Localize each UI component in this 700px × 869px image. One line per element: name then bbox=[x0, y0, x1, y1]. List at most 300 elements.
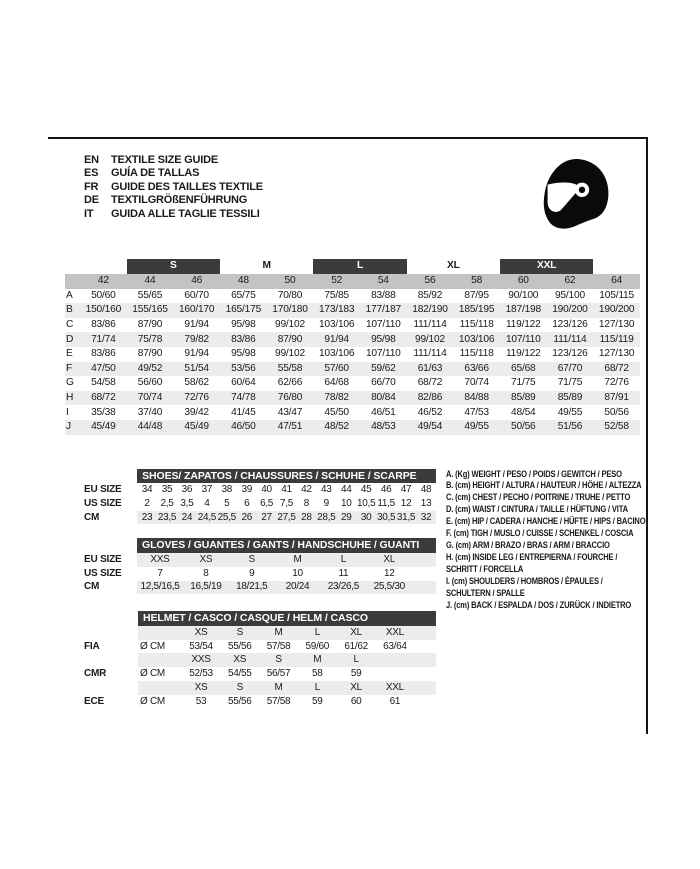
measurement-cell: 173/183 bbox=[313, 303, 360, 318]
gloves-size-table bbox=[84, 538, 436, 594]
band-spacer-cell bbox=[593, 259, 640, 274]
helmet-body bbox=[84, 611, 436, 708]
measurement-cell: 107/110 bbox=[365, 348, 401, 360]
measurement-cell: 165/175 bbox=[220, 303, 267, 318]
legend-item bbox=[446, 552, 646, 576]
gloves-value-cell: XL bbox=[366, 553, 412, 567]
measurement-cell: 91/94 bbox=[184, 348, 209, 360]
language-list bbox=[84, 154, 263, 221]
measurement-cell: 107/110 bbox=[500, 332, 547, 347]
eu-sizes-row bbox=[65, 274, 640, 289]
measurement-cell: 48/54 bbox=[511, 406, 536, 418]
measurement-cell: 99/102 bbox=[275, 318, 305, 330]
shoes-value-cell: 47 bbox=[400, 483, 412, 495]
textile-size-table bbox=[65, 259, 640, 435]
eu-size-cell: 46 bbox=[173, 274, 220, 289]
shoes-row-label: EU SIZE bbox=[84, 483, 137, 497]
helmet-size-table bbox=[84, 611, 436, 708]
measurement-cell: 65/75 bbox=[231, 289, 256, 301]
size-band-m: M bbox=[262, 260, 271, 272]
measurement-cell: 170/180 bbox=[267, 303, 314, 318]
shoes-value-cell: 4 bbox=[204, 497, 210, 509]
measurement-cell: 45/50 bbox=[324, 406, 349, 418]
measurement-cell: 119/122 bbox=[505, 348, 541, 360]
gloves-value-cell: 12,5/16,5 bbox=[137, 581, 183, 595]
measurement-cell: 67/70 bbox=[547, 362, 594, 377]
shoes-value-cell: 6,5 bbox=[260, 497, 274, 509]
row-letter: F bbox=[65, 362, 80, 377]
measurement-cell: 68/72 bbox=[417, 377, 443, 389]
helmet-values-row-fia bbox=[84, 640, 436, 654]
legend-line: J. (cm) BACK / ESPALDA / DOS / ZURÜCK / INDIETRO bbox=[446, 599, 632, 610]
measurement-cell: 58/62 bbox=[184, 377, 209, 389]
shoes-value-cell: 24 bbox=[177, 511, 197, 525]
language-title: TEXTILE SIZE GUIDE bbox=[111, 154, 219, 166]
helmet-value-cell: 55/56 bbox=[228, 640, 252, 652]
measurement-cell: 91/94 bbox=[313, 332, 360, 347]
helmet-value-cell: 53/54 bbox=[189, 640, 213, 652]
legend-item bbox=[446, 528, 646, 540]
shoes-value-cell: 10,5 bbox=[356, 497, 376, 509]
measurement-row-i bbox=[65, 405, 640, 420]
shoes-value-cell: 2,5 bbox=[160, 497, 174, 509]
measurement-cell: 71/75 bbox=[511, 377, 536, 389]
helmet-size-cell: XXL bbox=[375, 681, 414, 695]
measurement-cell: 85/89 bbox=[547, 391, 594, 406]
measurement-cell: 51/56 bbox=[547, 420, 594, 435]
helmet-value-cell: 58 bbox=[312, 668, 323, 680]
gloves-value-cell: XS bbox=[183, 553, 229, 567]
measurement-cell: 59/62 bbox=[360, 362, 407, 377]
gloves-value-cell: 9 bbox=[249, 567, 255, 579]
measurement-cell: 90/100 bbox=[508, 289, 539, 301]
shoes-value-cell: 48 bbox=[420, 483, 432, 495]
shoes-title: SHOES/ ZAPATOS / CHAUSSURES / SCHUHE / SCARPE bbox=[137, 469, 436, 484]
measurement-cell: 80/84 bbox=[360, 391, 407, 406]
measurement-cell: 99/102 bbox=[275, 348, 305, 360]
shoes-header-row bbox=[84, 469, 436, 484]
shoes-value-cell: 30 bbox=[356, 511, 376, 525]
filler-cell bbox=[414, 640, 436, 654]
shoes-row bbox=[84, 511, 436, 525]
content-frame bbox=[48, 137, 648, 734]
shoes-row bbox=[84, 483, 436, 497]
shoes-value-cell: 42 bbox=[301, 483, 312, 495]
measurement-cell: 43/47 bbox=[277, 406, 303, 418]
measurement-cell: 95/100 bbox=[554, 289, 585, 301]
helmet-value-cell: 53 bbox=[195, 695, 207, 707]
shoes-value-cell: 2 bbox=[144, 497, 150, 509]
measurement-cell: 127/130 bbox=[598, 318, 635, 330]
measurement-cell: 56/60 bbox=[137, 377, 163, 389]
shoes-value-cell: 28 bbox=[296, 511, 316, 525]
helmet-header-row bbox=[84, 611, 436, 626]
gloves-value-cell: 25,5/30 bbox=[366, 581, 412, 595]
filler-cell bbox=[414, 653, 436, 667]
measurement-cell: 48/52 bbox=[313, 420, 360, 435]
helmet-size-cell: XXS bbox=[182, 653, 221, 667]
helmet-size-cell: M bbox=[259, 681, 298, 695]
row-letter: G bbox=[66, 377, 74, 389]
shoes-value-cell: 6 bbox=[244, 497, 250, 509]
language-row bbox=[84, 208, 263, 221]
helmet-unit-label: Ø CM bbox=[140, 640, 165, 652]
helmet-size-cell: L bbox=[298, 681, 337, 695]
helmet-value-cell bbox=[375, 667, 414, 681]
size-band-s: S bbox=[127, 259, 220, 274]
measurement-cell: 87/95 bbox=[464, 289, 489, 301]
sizes-spacer-cell bbox=[65, 274, 80, 289]
measurement-cell: 83/86 bbox=[91, 318, 116, 330]
shoes-value-cell: 27 bbox=[257, 511, 277, 525]
language-row bbox=[84, 194, 263, 207]
size-band-xxl: XXL bbox=[500, 259, 593, 274]
language-code: FR bbox=[84, 180, 99, 193]
measurement-cell: 115/118 bbox=[459, 318, 494, 330]
shoes-value-cell: 23 bbox=[137, 511, 157, 525]
legend-line: B. (cm) HEIGHT / ALTURA / HAUTEUR / HÖHE / ALTEZZA bbox=[446, 480, 642, 491]
legend-line: SCHULTERN / SPALLE bbox=[446, 587, 525, 598]
helmet-standard-label: ECE bbox=[84, 695, 138, 709]
language-code: EN bbox=[84, 154, 99, 166]
band-spacer-cell bbox=[80, 259, 127, 274]
helmet-size-cell: L bbox=[298, 626, 337, 640]
shoes-value-cell: 32 bbox=[416, 511, 436, 525]
measurement-cell: 85/89 bbox=[500, 391, 547, 406]
helmet-value-cell: 52/53 bbox=[189, 668, 213, 680]
gloves-row bbox=[84, 553, 436, 567]
shoes-value-cell: 35 bbox=[161, 483, 173, 495]
measurement-cell: 50/56 bbox=[500, 420, 547, 435]
shoes-value-cell: 26 bbox=[237, 511, 257, 525]
measurement-cell: 45/49 bbox=[173, 420, 220, 435]
measurement-cell: 187/198 bbox=[500, 303, 547, 318]
measurement-row-b bbox=[65, 303, 640, 318]
helmet-size-cell: M bbox=[298, 653, 337, 667]
language-title: TEXTILGRÖßENFÜHRUNG bbox=[111, 194, 248, 207]
measurement-cell: 46/50 bbox=[220, 420, 267, 435]
legend-line: I. (cm) SHOULDERS / HOMBROS / ÉPAULES / bbox=[446, 575, 603, 586]
gloves-value-cell: L bbox=[320, 553, 366, 567]
measurement-cell: 55/65 bbox=[137, 289, 163, 301]
mini-tables-column bbox=[48, 469, 436, 709]
measurement-legend bbox=[446, 469, 646, 709]
shoes-value-cell: 8 bbox=[303, 497, 310, 509]
measurement-row-a bbox=[65, 289, 640, 304]
eu-size-cell: 54 bbox=[360, 274, 407, 289]
header-spacer-cell bbox=[84, 469, 137, 484]
shoes-value-cell: 12 bbox=[400, 497, 412, 509]
measurement-cell: 72/76 bbox=[604, 377, 629, 389]
measurement-cell: 103/106 bbox=[318, 318, 355, 330]
filler-cell bbox=[414, 681, 436, 695]
sizes-unit-spacer bbox=[138, 653, 182, 667]
size-table-body bbox=[65, 259, 640, 435]
shoes-value-cell: 44 bbox=[340, 483, 352, 495]
measurement-cell: 52/58 bbox=[593, 420, 640, 435]
language-row bbox=[84, 167, 263, 180]
sizes-spacer-cell bbox=[84, 681, 138, 695]
measurement-cell: 115/118 bbox=[459, 348, 494, 360]
eu-size-cell: 56 bbox=[407, 274, 454, 289]
helmet-value-cell: 60 bbox=[350, 695, 362, 707]
filler-cell bbox=[412, 553, 436, 567]
measurement-row-h bbox=[65, 391, 640, 406]
shoes-value-cell: 9 bbox=[323, 497, 329, 509]
shoes-value-cell: 11,5 bbox=[377, 497, 395, 509]
measurement-cell: 37/40 bbox=[137, 406, 163, 418]
gloves-title: GLOVES / GUANTES / GANTS / HANDSCHUHE / GUANTI bbox=[137, 538, 436, 553]
gloves-value-cell: 20/24 bbox=[275, 581, 321, 595]
eu-size-cell: 44 bbox=[127, 274, 174, 289]
language-code: ES bbox=[84, 167, 99, 180]
row-letter: I bbox=[66, 406, 69, 418]
shoes-row bbox=[84, 497, 436, 511]
measurement-cell: 107/110 bbox=[365, 318, 401, 330]
legend-item bbox=[446, 540, 646, 552]
helmet-size-cell: XXL bbox=[375, 626, 414, 640]
row-letter: D bbox=[65, 332, 80, 347]
helmet-value-cell: 55/56 bbox=[228, 695, 252, 707]
measurement-row-c bbox=[65, 318, 640, 333]
shoes-value-cell: 31,5 bbox=[396, 511, 416, 523]
measurement-cell: 190/200 bbox=[547, 303, 594, 318]
measurement-cell: 177/187 bbox=[360, 303, 407, 318]
measurement-cell: 103/106 bbox=[318, 348, 355, 360]
helmet-value-cell: 57/58 bbox=[266, 640, 291, 652]
filler-cell bbox=[414, 626, 436, 640]
measurement-cell: 70/74 bbox=[464, 377, 489, 389]
measurement-cell: 111/114 bbox=[413, 318, 447, 330]
helmet-value-cell: 59/60 bbox=[305, 640, 330, 652]
shoes-value-cell: 41 bbox=[281, 483, 292, 495]
helmet-size-cell: S bbox=[220, 681, 259, 695]
helmet-sizes-row-ece bbox=[84, 681, 436, 695]
measurement-cell: 76/80 bbox=[267, 391, 314, 406]
legend-line: A. (Kg) WEIGHT / PESO / POIDS / GEWITCH / PESO bbox=[446, 468, 622, 479]
legend-line: D. (cm) WAIST / CINTURA / TAILLE / HÜFTUNG / VITA bbox=[446, 504, 628, 515]
measurement-cell: 155/165 bbox=[127, 303, 174, 318]
measurement-cell: 95/98 bbox=[231, 348, 256, 360]
measurement-cell: 160/170 bbox=[173, 303, 220, 318]
size-band-l: L bbox=[313, 259, 406, 274]
language-code: IT bbox=[84, 207, 94, 220]
measurement-cell: 79/82 bbox=[173, 332, 220, 347]
shoes-value-cell: 29 bbox=[336, 511, 356, 525]
measurement-cell: 46/52 bbox=[417, 406, 443, 418]
measurement-cell: 123/126 bbox=[552, 348, 588, 360]
filler-cell bbox=[414, 695, 436, 709]
helmet-size-cell: XL bbox=[337, 626, 376, 640]
gloves-value-cell: XXS bbox=[137, 553, 183, 567]
helmet-standard-label: CMR bbox=[84, 667, 138, 681]
measurement-cell: 99/102 bbox=[407, 332, 454, 347]
measurement-cell: 57/60 bbox=[313, 362, 360, 377]
measurement-cell: 60/64 bbox=[231, 377, 256, 389]
shoes-size-table bbox=[84, 469, 436, 525]
helmet-value-cell: 61/62 bbox=[344, 640, 368, 652]
legend-line: F. (cm) TIGH / MUSLO / CUISSE / SCHENKEL / COSCIA bbox=[446, 528, 634, 539]
measurement-cell: 44/48 bbox=[127, 420, 174, 435]
eu-size-cell: 52 bbox=[313, 274, 360, 289]
language-title: GUÍA DE TALLAS bbox=[111, 167, 200, 180]
measurement-cell: 47/53 bbox=[464, 406, 489, 418]
helmet-value-cell: 56/57 bbox=[266, 668, 291, 680]
measurement-cell: 55/58 bbox=[267, 362, 314, 377]
gloves-value-cell: M bbox=[275, 553, 321, 567]
legend-line: C. (cm) CHEST / PECHO / POITRINE / TRUHE / PETTO bbox=[446, 492, 631, 503]
measurement-cell: 51/54 bbox=[173, 362, 220, 377]
measurement-cell: 87/90 bbox=[267, 332, 314, 347]
measurement-row-e bbox=[65, 347, 640, 362]
row-letter: J bbox=[65, 420, 80, 435]
measurement-cell: 91/94 bbox=[184, 318, 209, 330]
measurement-cell: 64/68 bbox=[324, 377, 349, 389]
measurement-cell: 65/68 bbox=[500, 362, 547, 377]
shoes-value-cell: 37 bbox=[201, 483, 213, 495]
helmet-standard-label: FIA bbox=[84, 640, 138, 654]
helmet-values-row-cmr bbox=[84, 667, 436, 681]
row-letter: H bbox=[65, 391, 80, 406]
measurement-cell: 84/88 bbox=[453, 391, 500, 406]
eu-size-cell: 48 bbox=[220, 274, 267, 289]
measurement-cell: 87/90 bbox=[137, 348, 163, 360]
row-letter: C bbox=[66, 318, 74, 330]
measurement-cell: 75/85 bbox=[324, 289, 349, 301]
gloves-value-cell: S bbox=[229, 553, 275, 567]
eu-size-cell: 64 bbox=[593, 274, 640, 289]
shoes-value-cell: 27,5 bbox=[277, 511, 296, 523]
helmet-sizes-row-fia bbox=[84, 626, 436, 640]
measurement-cell: 78/82 bbox=[313, 391, 360, 406]
measurement-cell: 123/126 bbox=[552, 318, 588, 330]
sizes-spacer-cell bbox=[84, 626, 138, 640]
sizes-unit-spacer bbox=[138, 626, 182, 640]
shoes-value-cell: 24,5 bbox=[197, 511, 216, 523]
shoes-value-cell: 45 bbox=[360, 483, 372, 495]
measurement-cell: 72/76 bbox=[173, 391, 220, 406]
filler-cell bbox=[412, 581, 436, 595]
measurement-cell: 47/51 bbox=[267, 420, 314, 435]
shoes-value-cell: 43 bbox=[321, 483, 332, 495]
helmet-size-cell: XL bbox=[337, 681, 376, 695]
measurement-cell: 185/195 bbox=[453, 303, 500, 318]
size-band-row bbox=[65, 259, 640, 274]
measurement-cell: 87/90 bbox=[137, 318, 163, 330]
measurement-cell: 47/50 bbox=[80, 362, 127, 377]
shoes-value-cell: 38 bbox=[221, 483, 233, 495]
legend-line: SCHRITT / FORCELLA bbox=[446, 563, 524, 574]
gloves-value-cell: 18/21,5 bbox=[229, 581, 275, 595]
gloves-value-cell: 8 bbox=[203, 567, 209, 579]
shoes-row-label: US SIZE bbox=[84, 497, 137, 511]
helmet-size-cell: M bbox=[259, 626, 298, 640]
measurement-cell: 49/55 bbox=[557, 406, 583, 418]
helmet-unit-label: Ø CM bbox=[140, 695, 165, 707]
language-row bbox=[84, 181, 263, 194]
helmet-size-cell: S bbox=[220, 626, 259, 640]
helmet-sizes-row-cmr bbox=[84, 653, 436, 667]
shoes-value-cell: 13 bbox=[420, 497, 432, 509]
helmet-value-cell: 63/64 bbox=[383, 640, 407, 652]
measurement-cell: 49/54 bbox=[407, 420, 454, 435]
measurement-cell: 50/60 bbox=[91, 289, 116, 301]
legend-item bbox=[446, 516, 646, 528]
spacer bbox=[48, 524, 436, 538]
measurement-cell: 68/72 bbox=[80, 391, 127, 406]
language-title: GUIDE DES TAILLES TEXTILE bbox=[111, 180, 263, 193]
shoes-value-cell: 30,5 bbox=[376, 511, 396, 523]
shoes-value-cell: 40 bbox=[261, 483, 272, 495]
measurement-cell: 82/86 bbox=[407, 391, 454, 406]
filler-cell bbox=[414, 667, 436, 681]
measurement-cell: 49/55 bbox=[453, 420, 500, 435]
legend-item bbox=[446, 480, 646, 492]
measurement-cell: 63/66 bbox=[453, 362, 500, 377]
measurement-cell: 105/115 bbox=[599, 289, 634, 301]
shoes-value-cell: 34 bbox=[141, 483, 153, 495]
measurement-cell: 71/74 bbox=[80, 332, 127, 347]
gloves-row bbox=[84, 581, 436, 595]
helmet-values-row-ece bbox=[84, 695, 436, 709]
eu-size-cell: 62 bbox=[547, 274, 594, 289]
measurement-cell: 41/45 bbox=[231, 406, 256, 418]
measurement-row-j bbox=[65, 420, 640, 435]
shoes-value-cell: 46 bbox=[380, 483, 392, 495]
gloves-value-cell: 16,5/19 bbox=[183, 581, 229, 595]
measurement-cell: 68/72 bbox=[593, 362, 640, 377]
filler-cell bbox=[412, 567, 436, 581]
gloves-row bbox=[84, 567, 436, 581]
measurement-cell: 39/42 bbox=[184, 406, 209, 418]
legend-item bbox=[446, 504, 646, 516]
measurement-cell: 35/38 bbox=[91, 406, 116, 418]
legend-item bbox=[446, 600, 646, 612]
measurement-row-f bbox=[65, 362, 640, 377]
shoes-value-cell: 36 bbox=[181, 483, 193, 495]
measurement-cell: 150/160 bbox=[80, 303, 127, 318]
helmet-size-cell: XS bbox=[220, 653, 259, 667]
eu-size-cell: 50 bbox=[267, 274, 314, 289]
measurement-cell: 182/190 bbox=[407, 303, 454, 318]
helmet-value-cell: 57/58 bbox=[266, 695, 291, 707]
bottom-section bbox=[48, 469, 646, 709]
measurement-cell: 66/70 bbox=[371, 377, 396, 389]
measurement-cell: 95/98 bbox=[231, 318, 256, 330]
gloves-value-cell: 11 bbox=[338, 567, 349, 579]
size-band-xl: XL bbox=[446, 260, 460, 272]
measurement-cell: 75/78 bbox=[127, 332, 174, 347]
measurement-cell: 60/70 bbox=[184, 289, 209, 301]
legend-item bbox=[446, 469, 646, 481]
legend-item bbox=[446, 576, 646, 600]
measurement-cell: 111/114 bbox=[547, 332, 594, 347]
measurement-cell: 83/88 bbox=[371, 289, 396, 301]
measurement-cell: 74/78 bbox=[220, 391, 267, 406]
measurement-cell: 119/122 bbox=[505, 318, 541, 330]
header-spacer-cell bbox=[84, 611, 138, 626]
row-letter: B bbox=[65, 303, 80, 318]
shoes-value-cell: 25,5 bbox=[217, 511, 236, 523]
helmet-value-cell: 59 bbox=[350, 668, 362, 680]
gloves-value-cell: 23/26,5 bbox=[320, 581, 366, 595]
helmet-size-cell: XS bbox=[182, 626, 221, 640]
helmet-value-cell: 61 bbox=[389, 695, 401, 707]
gloves-header-row bbox=[84, 538, 436, 553]
gloves-value-cell: 12 bbox=[383, 567, 395, 579]
language-title: GUIDA ALLE TAGLIE TESSILI bbox=[111, 207, 260, 220]
helmet-size-cell bbox=[375, 653, 414, 667]
